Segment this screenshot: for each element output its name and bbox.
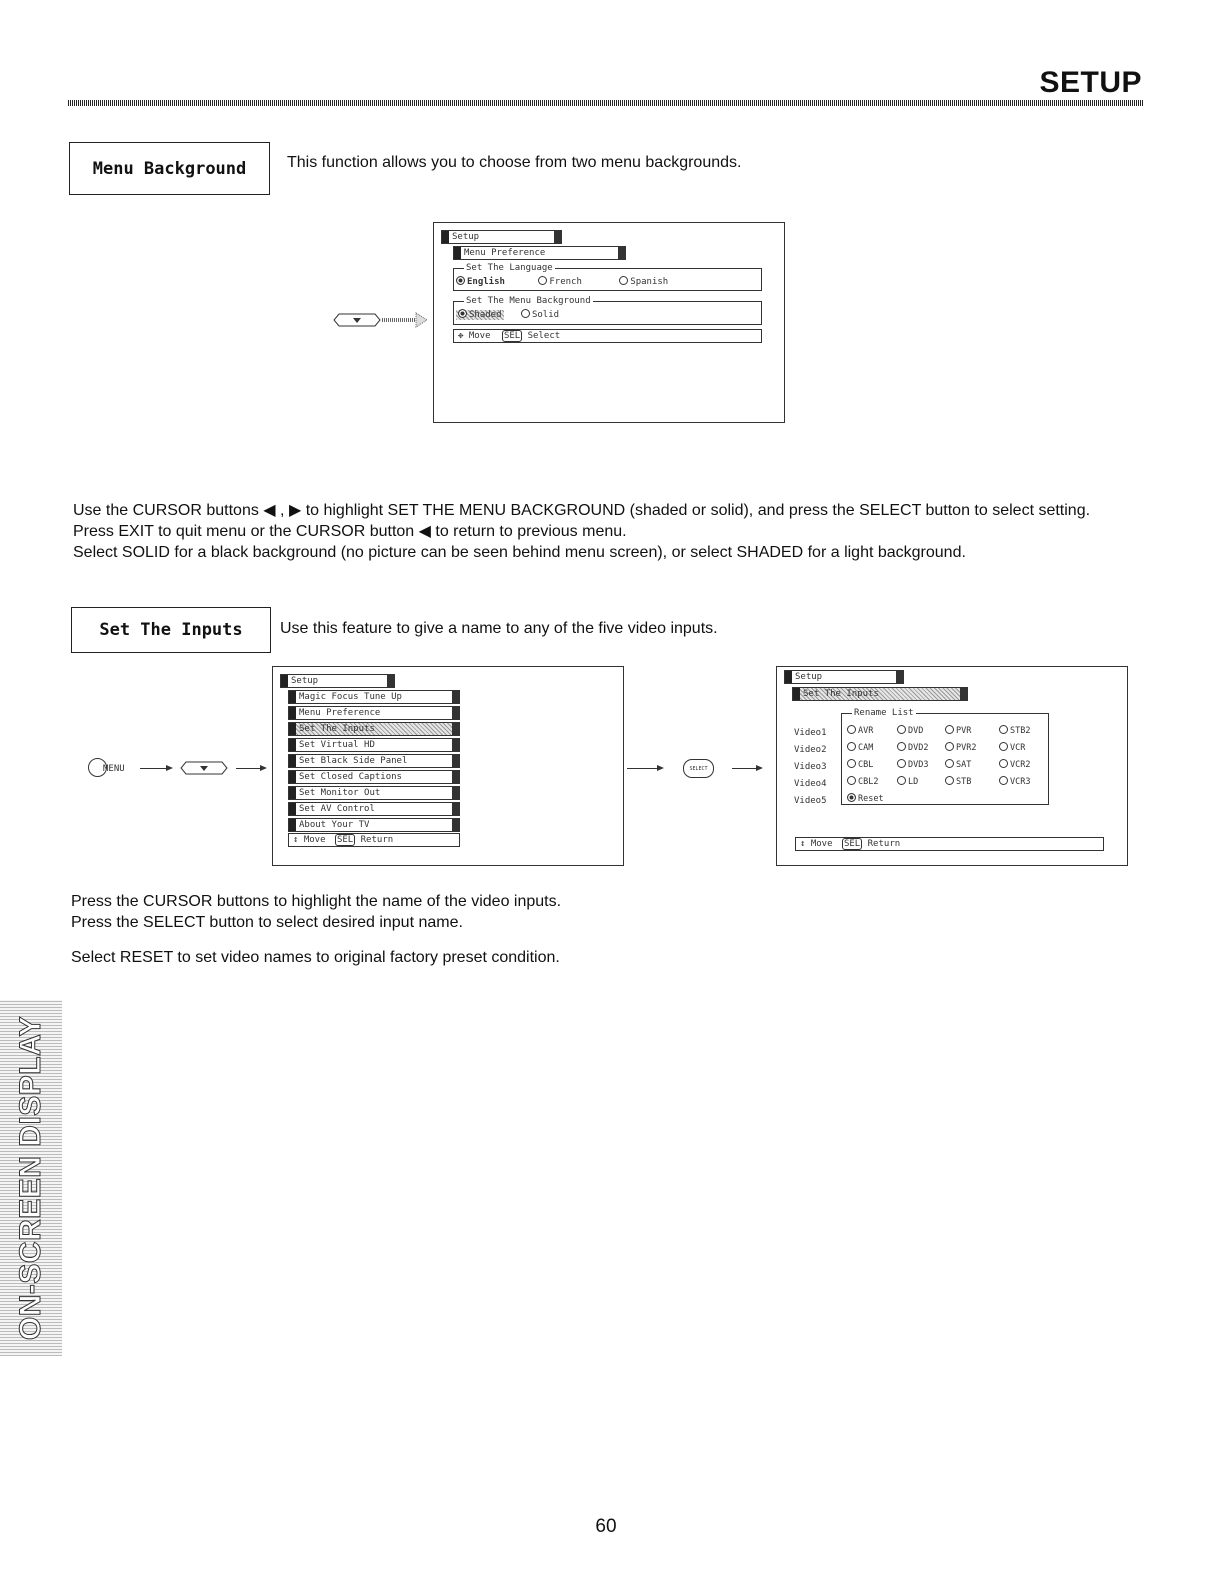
dotted-arrow-icon: [382, 312, 428, 328]
video-labels: [794, 725, 827, 810]
menu-background-screen: [433, 222, 785, 423]
menu-item[interactable]: Set AV Control: [288, 802, 460, 816]
instruction-line: Select RESET to set video names to original factory preset condition.: [71, 949, 560, 966]
select-button-icon: SELECT: [683, 759, 714, 778]
english-option[interactable]: English: [456, 277, 505, 287]
screen-footer: ↕ Move SEL Return: [288, 833, 460, 847]
instruction-line: Select SOLID for a black background (no picture can be seen behind menu screen), or select SHADED for a light background.: [73, 544, 966, 561]
option-avr[interactable]: AVR: [847, 723, 897, 740]
option-cbl2[interactable]: CBL2: [847, 774, 897, 791]
menu-item[interactable]: About Your TV: [288, 818, 460, 832]
section-description: This function allows you to choose from two menu backgrounds.: [287, 154, 742, 171]
option-ld[interactable]: LD: [897, 774, 945, 791]
rename-list-group: Rename List: [841, 713, 1049, 805]
option-pvr2[interactable]: PVR2: [945, 740, 999, 757]
menu-item[interactable]: Set Virtual HD: [288, 738, 460, 752]
option-stb[interactable]: STB: [945, 774, 999, 791]
video-label: Video2: [794, 745, 827, 755]
side-tab: [0, 1000, 62, 1356]
language-group: Set The Language English French Spanish: [453, 268, 762, 291]
side-tab-label: ON-SCREEN DISPLAY: [14, 1015, 47, 1341]
option-cbl[interactable]: CBL: [847, 757, 897, 774]
instruction-line: Press the SELECT button to select desired input name.: [71, 914, 463, 931]
sel-button-icon: SEL: [336, 835, 354, 845]
set-inputs-instructions: [71, 891, 771, 968]
french-option[interactable]: French: [538, 277, 582, 287]
option-dvd3[interactable]: DVD3: [897, 757, 945, 774]
instruction-line: Use the CURSOR buttons ◀ , ▶ to highlight SET THE MENU BACKGROUND (shaded or solid), and press the SELECT button to select setting.: [73, 502, 1091, 519]
screen-title-row: Setup: [784, 670, 904, 684]
background-group: Set The Menu Background Shaded Solid: [453, 301, 762, 325]
sel-button-icon: SEL: [503, 331, 521, 341]
submenu-row: Menu Preference: [453, 246, 626, 260]
instruction-line: Press the CURSOR buttons to highlight the name of the video inputs.: [71, 893, 562, 910]
menu-background-instructions: [73, 500, 1153, 563]
page-number: 60: [595, 1516, 617, 1537]
video-label: Video5: [794, 796, 827, 806]
menu-item[interactable]: Menu Preference: [288, 706, 460, 720]
screen-title-row: Setup: [441, 230, 562, 244]
section-label-menu-background: Menu Background: [69, 142, 270, 195]
cursor-down-button-icon: [333, 313, 381, 327]
option-vcr3[interactable]: VCR3: [999, 777, 1030, 787]
setup-menu-screen: [272, 666, 624, 866]
spanish-option[interactable]: Spanish: [619, 277, 668, 287]
move-icon: ✥: [458, 331, 464, 341]
option-stb2[interactable]: STB2: [999, 726, 1030, 736]
option-dvd[interactable]: DVD: [897, 723, 945, 740]
menu-item[interactable]: Set Black Side Panel: [288, 754, 460, 768]
header-rule: [68, 100, 1144, 106]
screen-title-row: Setup: [280, 674, 395, 688]
menu-button-label: MENU: [103, 764, 125, 774]
option-pvr[interactable]: PVR: [945, 723, 999, 740]
video-label: Video4: [794, 779, 827, 789]
menu-item[interactable]: Set Closed Captions: [288, 770, 460, 784]
option-vcr[interactable]: VCR: [999, 743, 1025, 753]
menu-item[interactable]: Magic Focus Tune Up: [288, 690, 460, 704]
option-cam[interactable]: CAM: [847, 740, 897, 757]
option-dvd2[interactable]: DVD2: [897, 740, 945, 757]
screen-footer: ✥ Move SEL Select: [453, 329, 762, 343]
screen-footer: ↕ Move SEL Return: [795, 837, 1104, 851]
shaded-option[interactable]: Shaded: [456, 310, 504, 320]
option-reset[interactable]: Reset: [847, 794, 884, 804]
video-label: Video1: [794, 728, 827, 738]
set-inputs-screen: [776, 666, 1128, 866]
solid-option[interactable]: Solid: [521, 310, 559, 320]
page-header-title: SETUP: [1039, 66, 1142, 99]
move-icon: ↕: [293, 835, 299, 845]
instruction-line: Press EXIT to quit menu or the CURSOR button ◀ to return to previous menu.: [73, 523, 627, 540]
menu-item[interactable]: Set Monitor Out: [288, 786, 460, 800]
menu-item-selected[interactable]: Set The Inputs: [288, 722, 460, 736]
video-label: Video3: [794, 762, 827, 772]
section-label-set-inputs: Set The Inputs: [71, 607, 271, 653]
cursor-down-button-icon: [180, 761, 228, 775]
sel-button-icon: SEL: [843, 839, 861, 849]
rename-options: [847, 723, 1030, 808]
option-sat[interactable]: SAT: [945, 757, 999, 774]
submenu-row: Set The Inputs: [792, 687, 968, 701]
move-icon: ↕: [800, 839, 806, 849]
option-vcr2[interactable]: VCR2: [999, 760, 1030, 770]
section-description: Use this feature to give a name to any of the five video inputs.: [280, 620, 718, 637]
